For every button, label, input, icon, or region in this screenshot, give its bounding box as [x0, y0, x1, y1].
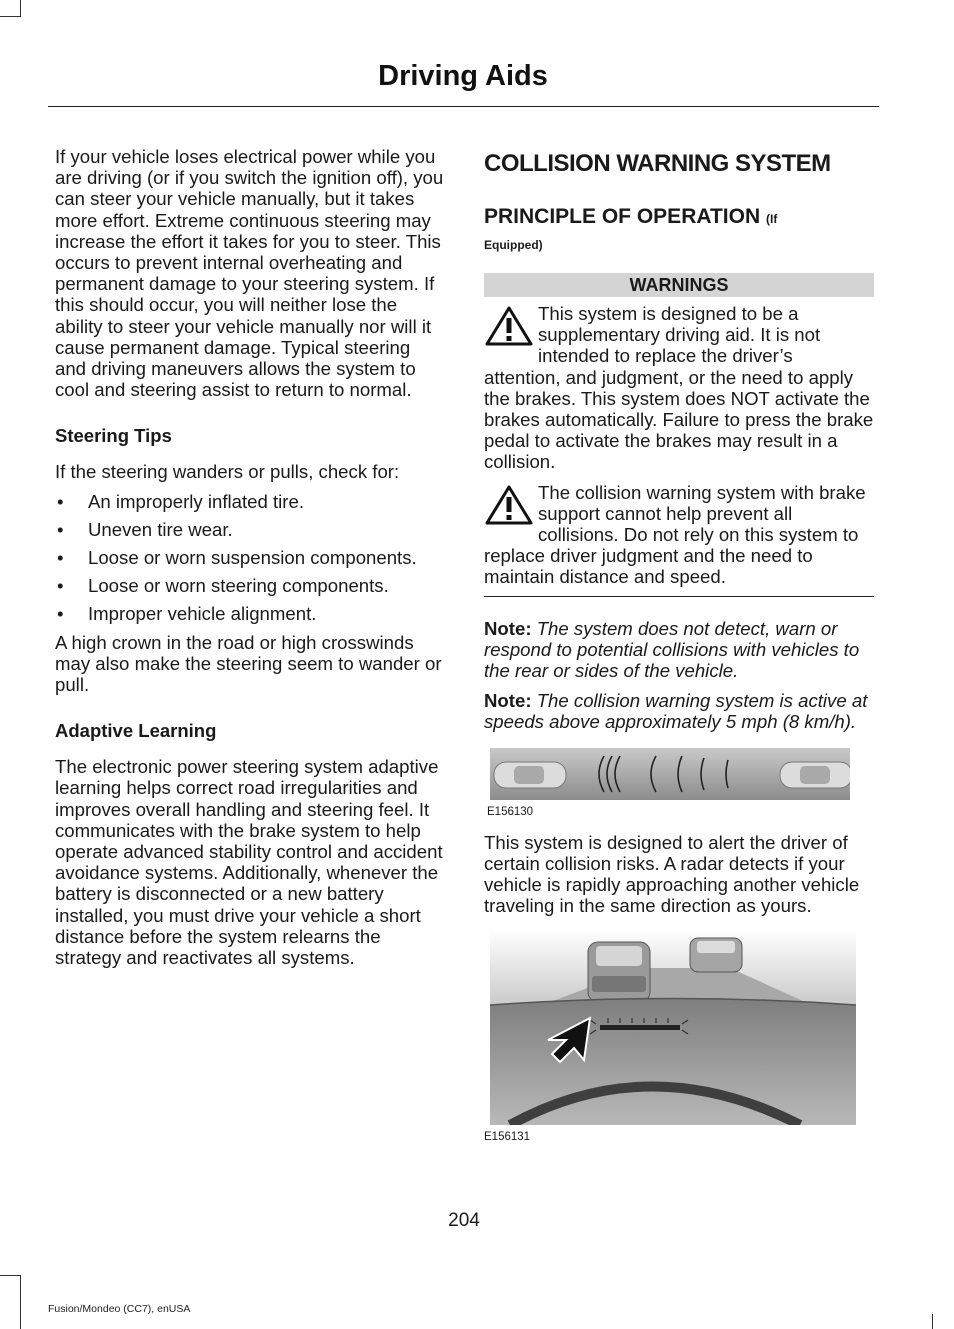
steering-tips-heading: Steering Tips	[55, 425, 172, 447]
warning-rule	[484, 596, 874, 597]
radar-cars-figure	[490, 748, 850, 800]
adaptive-learning-heading: Adaptive Learning	[55, 720, 217, 742]
intro-paragraph: If your vehicle loses electrical power while you are driving (or if you switch the ignition off), you can steer your vehicle manually, but it takes more effort. Extreme continuous steering may increase the effort it takes for you to steer. This occurs to prevent internal overheating and permanent damage to your steering system. If this should occur, you will neither lose the ability to steer your vehicle manually nor will it cause permanent damage. Typical steering and driving maneuvers allows the system to cool and steering assist to return to normal.	[55, 146, 444, 401]
equipped-label: Equipped)	[484, 238, 543, 252]
crop-mark	[20, 1275, 21, 1329]
warning-triangle-icon	[484, 484, 534, 526]
subsection-title: PRINCIPLE OF OPERATION (If	[484, 205, 778, 228]
header-rule	[48, 106, 879, 107]
bullet-dot: •	[57, 490, 64, 512]
figure-id: E156131	[484, 1131, 531, 1144]
bullet-dot: •	[57, 575, 64, 597]
warning-triangle-icon	[484, 305, 534, 347]
right-column	[484, 146, 874, 1143]
note-paragraph: Note: The system does not detect, warn or respond to potential collisions with vehicles to the rear or sides of the vehicle.	[484, 617, 860, 682]
alert-paragraph: This system is designed to alert the driver of certain collision risks. A radar detects if your vehicle is rapidly approaching another vehicle traveling in the same direction as yours.	[484, 831, 860, 917]
crop-mark	[20, 0, 21, 17]
warning-block	[484, 482, 874, 588]
dashboard-alert-figure	[490, 930, 856, 1125]
subsection-suffix: (If	[765, 212, 778, 226]
bullet-dot: •	[57, 518, 64, 540]
steering-tips-lead: If the steering wanders or pulls, check for:	[55, 461, 400, 483]
section-title: COLLISION WARNING SYSTEM	[484, 150, 831, 177]
page-title: Driving Aids	[378, 60, 548, 92]
crop-mark	[932, 1314, 933, 1329]
list-item: • Loose or worn suspension components.	[57, 547, 417, 569]
warning-text: The collision warning system with brake support cannot help prevent all collisions. Do not rely on this system to replace driver judgment and the need to maintain distance and speed.	[484, 481, 866, 588]
list-item: • An improperly inflated tire.	[57, 490, 304, 512]
warning-text: This system is designed to be a supplementary driving aid. It is not intended to replace the driver’s attention, and judgment, or the need to apply the brakes. This system does NOT activate the brakes automatically. Failure to press the brake pedal to activate the brakes may result in a collision.	[484, 303, 874, 473]
adaptive-learning-paragraph: The electronic power steering system adaptive learning helps correct road irregularities and improves overall handling and steering feel. It communicates with the brake system to help operate advanced stability control and accident avoidance systems. Additionally, whenever the battery is disconnected or a new battery installed, you must drive your vehicle a short distance before the system relearns the strategy and reactivates all systems.	[55, 756, 443, 969]
steering-tips-list	[55, 491, 445, 625]
figure-id: E156130	[487, 805, 534, 818]
list-item: • Loose or worn steering components.	[57, 575, 389, 597]
warning-block	[484, 303, 874, 473]
list-item: • Uneven tire wear.	[57, 518, 233, 540]
list-item: • Improper vehicle alignment.	[57, 603, 317, 625]
bullet-dot: •	[57, 603, 64, 625]
document-id: Fusion/Mondeo (CC7), enUSA	[48, 1303, 191, 1315]
bullet-dot: •	[57, 547, 64, 569]
note-paragraph: Note: The collision warning system is active at speeds above approximately 5 mph (8 km/h).	[484, 690, 868, 733]
crop-mark	[0, 16, 20, 17]
warnings-bar: WARNINGS	[484, 273, 874, 297]
left-column	[55, 146, 445, 968]
page-number: 204	[448, 1210, 480, 1231]
crown-paragraph: A high crown in the road or high crosswinds may also make the steering seem to wander or pull.	[55, 631, 442, 696]
crop-mark	[0, 1275, 20, 1276]
